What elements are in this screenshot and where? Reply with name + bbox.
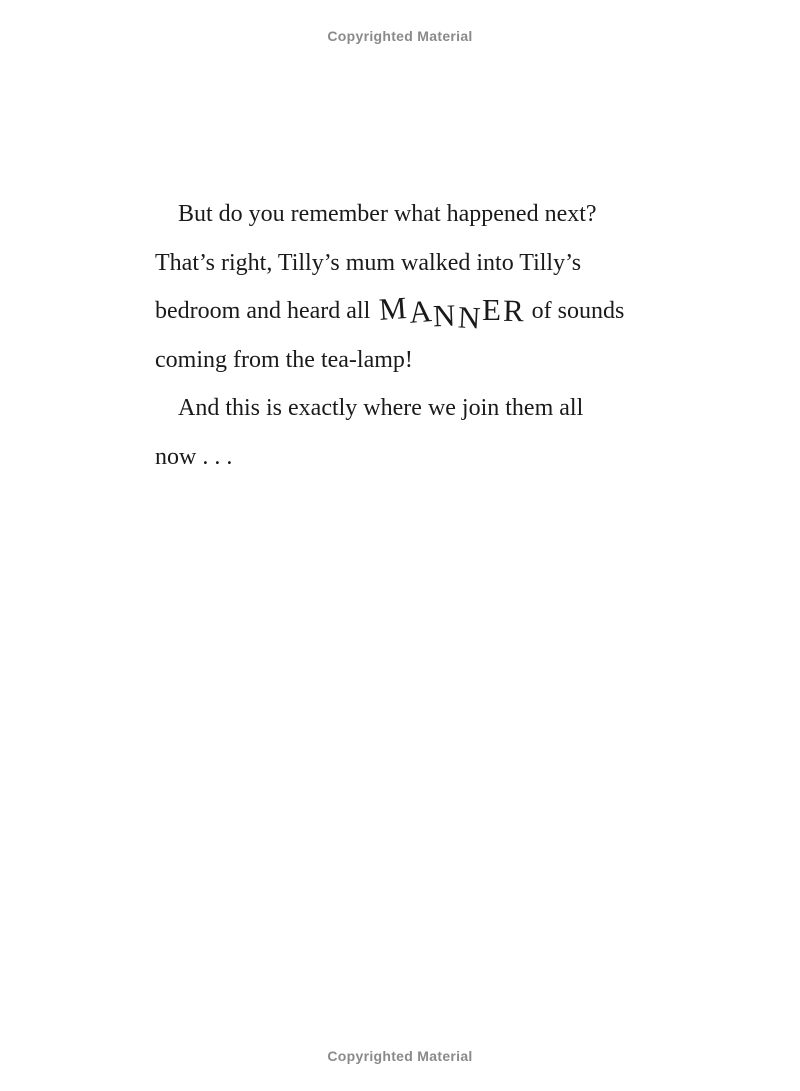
story-line-2: That’s right, Tilly’s mum walked into Tilly’s: [155, 249, 582, 276]
manner-letter: M: [378, 290, 409, 327]
manner-letter: N: [456, 299, 481, 336]
copyright-notice-bottom: Copyrighted Material: [327, 1048, 473, 1064]
story-text-block: [155, 190, 660, 481]
story-line-3-prefix: bedroom and heard all: [155, 298, 371, 324]
story-line-3-suffix: of sounds: [531, 298, 625, 324]
manner-letter: A: [407, 293, 433, 330]
story-line-5: And this is exactly where we join them all: [178, 395, 584, 421]
story-line-4: coming from the tea-lamp!: [155, 346, 413, 373]
story-line-6: now . . .: [155, 443, 233, 470]
story-line-1: But do you remember what happened next?: [178, 201, 597, 227]
manner-word: [378, 287, 524, 336]
manner-letter: N: [432, 297, 457, 334]
story-line-3: [155, 287, 660, 336]
copyright-notice-top: Copyrighted Material: [327, 28, 473, 44]
manner-letter: E: [482, 292, 501, 327]
manner-letter: R: [502, 292, 524, 329]
